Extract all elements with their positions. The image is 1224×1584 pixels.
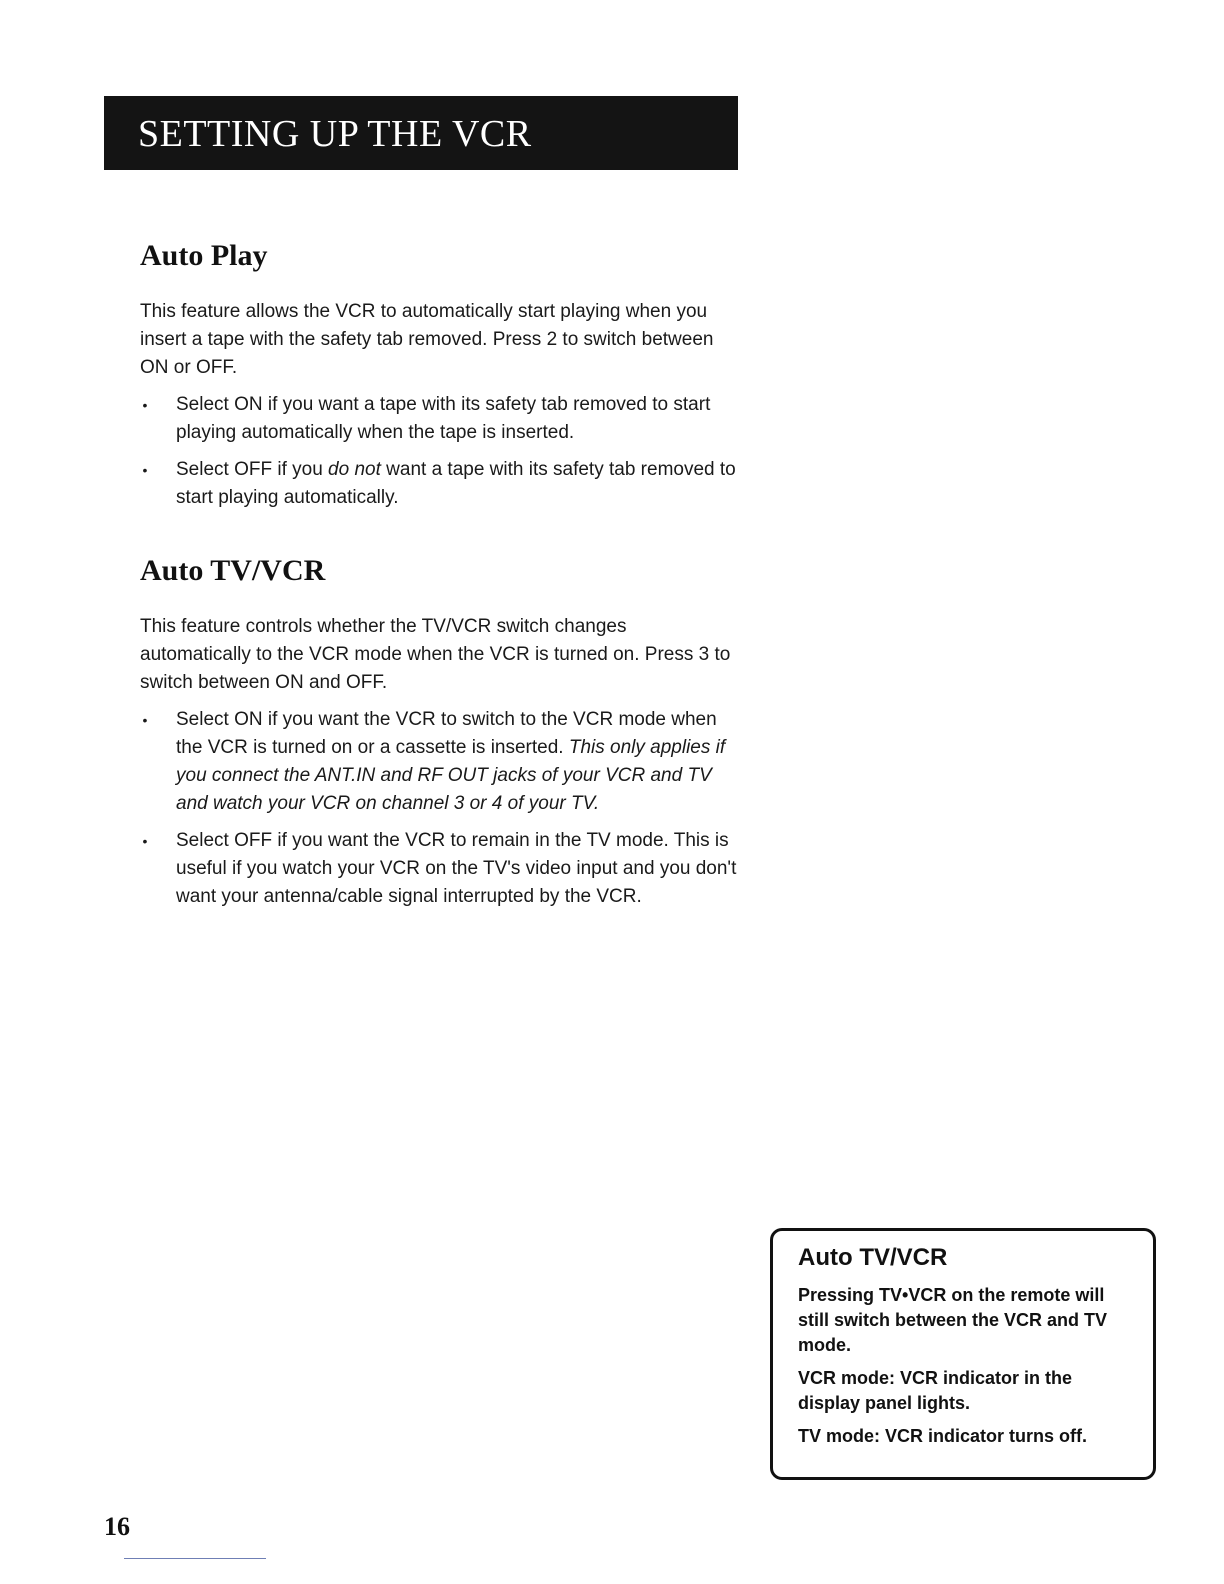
- bullet-icon: •: [142, 712, 148, 728]
- section-header-title: SETTING UP THE VCR: [138, 113, 532, 155]
- auto-tv-vcr-sidebar-note: [770, 1228, 1156, 1480]
- footer-rule: [124, 1558, 266, 1559]
- auto-play-bullet-list: [140, 391, 740, 512]
- auto-play-heading: Auto Play: [140, 239, 268, 272]
- auto-tv-vcr-bullet-list: [140, 706, 740, 911]
- auto-play-bullet-off-post: want a tape with its safety tab removed to start playing automatically.: [176, 459, 736, 508]
- auto-tv-vcr-intro: This feature controls whether the TV/VCR switch changes automatically to the VCR mode when the VCR is turned on. Press 3 to switch between ON and OFF.: [140, 616, 731, 693]
- sidebar-title: Auto TV/VCR: [798, 1244, 948, 1271]
- bullet-icon: •: [142, 833, 148, 849]
- bullet-icon: •: [142, 397, 148, 413]
- auto-play-bullet-off-emphasis: do not: [328, 459, 381, 480]
- page-number: 16: [104, 1512, 130, 1541]
- auto-tv-vcr-bullet-on-pre: Select ON if you want the VCR to switch to the VCR mode when the VCR is turned on or a cassette is inserted.: [176, 709, 717, 758]
- bullet-icon: •: [142, 462, 148, 478]
- auto-play-bullet-on-text: Select ON if you want a tape with its safety tab removed to start playing automatically when the tape is inserted.: [176, 394, 711, 443]
- section-header-bar: [104, 96, 738, 170]
- auto-tv-vcr-section: [140, 553, 740, 911]
- auto-tv-vcr-heading: Auto TV/VCR: [140, 554, 326, 587]
- auto-play-bullet-off-pre: Select OFF if you: [176, 459, 329, 480]
- auto-play-bullet-off: [140, 456, 740, 512]
- sidebar-line-vcr-mode: VCR mode: VCR indicator in the display panel lights.: [798, 1368, 1073, 1413]
- auto-play-bullet-on: [140, 391, 740, 447]
- auto-tv-vcr-bullet-on-emphasis: This only applies if you connect the ANT.IN and RF OUT jacks of your VCR and TV and watch your VCR on channel 3 or 4 of your TV.: [176, 737, 726, 814]
- auto-tv-vcr-bullet-off: [140, 827, 740, 911]
- auto-tv-vcr-bullet-on: [140, 706, 740, 818]
- sidebar-line-remote: Pressing TV•VCR on the remote will still switch between the VCR and TV mode.: [798, 1285, 1108, 1355]
- sidebar-line-tv-mode: TV mode: VCR indicator turns off.: [798, 1426, 1088, 1446]
- auto-play-section: [140, 238, 740, 512]
- auto-play-intro: This feature allows the VCR to automatically start playing when you insert a tape with the safety tab removed. Press 2 to switch between ON or OFF.: [140, 301, 714, 378]
- auto-tv-vcr-bullet-off-text: Select OFF if you want the VCR to remain in the TV mode. This is useful if you watch your VCR on the TV's video input and you don't want your antenna/cable signal interrupted by the VCR.: [176, 830, 737, 907]
